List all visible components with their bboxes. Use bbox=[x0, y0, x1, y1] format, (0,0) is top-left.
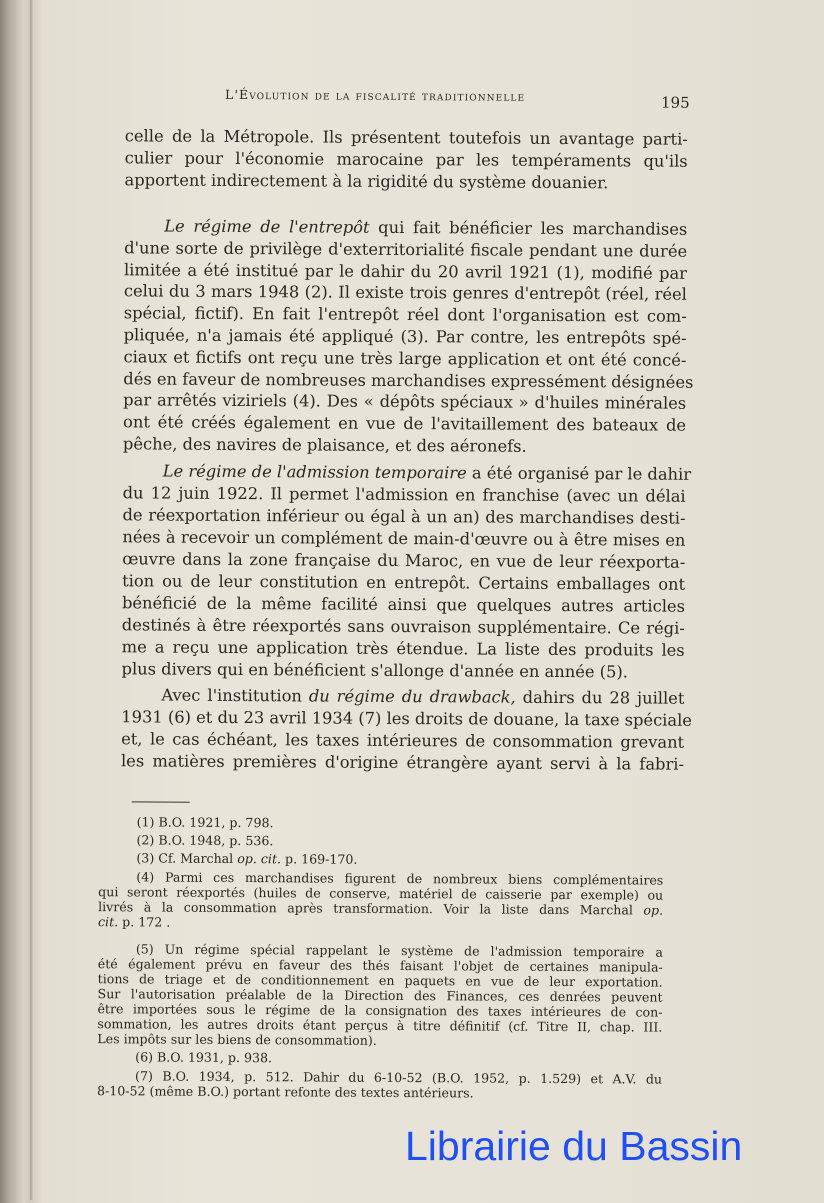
text-segment: culier pour l'économie marocaine par les tempéraments qu'ils bbox=[124, 148, 688, 171]
text-line bbox=[122, 593, 685, 616]
text-segment: de réexportation inférieur ou égal à un an) des marchandises desti- bbox=[122, 505, 686, 528]
text-segment: a été organisé par le dahir bbox=[466, 463, 692, 484]
footnote-line bbox=[136, 832, 663, 850]
footnote-line bbox=[97, 1031, 662, 1049]
footnote-line bbox=[137, 814, 664, 832]
text-segment: me a reçu une application très étendue. La liste des produits les bbox=[121, 637, 685, 660]
text-line bbox=[124, 303, 687, 326]
text-segment: (4) Parmi ces marchandises figurent de nombreux biens complémentaires bbox=[136, 869, 664, 888]
text-line bbox=[123, 369, 694, 392]
text-line bbox=[124, 170, 687, 193]
italic-text: Le régime de l'entrepôt bbox=[164, 216, 370, 237]
text-line bbox=[123, 390, 686, 413]
text-segment: qui seront réexportés (huiles de conserve, matériel de caisserie par exemple) ou bbox=[98, 884, 664, 903]
text-segment: spécial, fictif). En fait l'entrepôt réel dont l'organisation est com- bbox=[123, 303, 687, 326]
text-line bbox=[161, 686, 684, 709]
text-segment: livrés à la consommation après transformation. Voir la liste dans Marchal bbox=[98, 899, 644, 918]
text-line bbox=[125, 126, 688, 149]
text-segment: sommation, les autres droits étant perçus à titre définitif (cf. Titre II, chap. III. bbox=[97, 1016, 663, 1035]
text-line bbox=[121, 707, 693, 730]
text-segment: dahirs du 28 juillet bbox=[515, 687, 685, 708]
text-segment: Sur l'autorisation préalable de la Direction des Finances, ces denrées peuvent bbox=[97, 986, 663, 1005]
watermark: Librairie du Bassin bbox=[405, 1123, 743, 1169]
text-segment: être importées sous le régime de la consignation des taxes intérieures de con- bbox=[97, 1001, 663, 1020]
text-segment: pêche, des navires de plaisance, et des aéronefs. bbox=[122, 434, 527, 456]
text-segment: (1) B.O. 1921, p. 798. bbox=[136, 814, 274, 831]
text-segment: limitée a été institué par le dahir du 20 avril 1921 (1), modifié par bbox=[123, 260, 688, 283]
footnote-line bbox=[135, 1049, 662, 1067]
text-segment: tion ou de leur constitution en entrepôt. Certains emballages ont bbox=[122, 571, 686, 594]
footnote-line bbox=[97, 1083, 662, 1101]
text-segment: celui du 3 mars 1948 (2). Il existe trois genres d'entrepôt (réel, réel bbox=[123, 281, 687, 304]
text-line bbox=[122, 637, 685, 660]
text-line bbox=[122, 659, 685, 682]
text-line bbox=[123, 347, 686, 370]
text-line bbox=[124, 238, 687, 261]
text-segment: dés en faveur de nombreuses marchandises expressément désignées bbox=[123, 369, 694, 392]
text-segment: (5) Un régime spécial rappelant le système de l'admission temporaire a bbox=[135, 941, 663, 960]
text-segment: Avec l'institution bbox=[161, 685, 309, 706]
text-segment: (3) Cf. Marchal bbox=[136, 850, 238, 867]
text-line bbox=[164, 217, 687, 240]
running-title: L'Évolution de la fiscalité traditionnelle bbox=[225, 86, 526, 104]
footnote-line bbox=[136, 850, 663, 868]
text-line bbox=[162, 461, 692, 485]
text-line bbox=[122, 527, 685, 550]
footnote-line bbox=[98, 914, 663, 932]
text-segment: par arrêtés viziriels (4). Des « dépôts spéciaux » d'huiles minérales bbox=[123, 390, 687, 413]
text-segment: plus divers qui en bénéficient s'allonge d'année en année (5). bbox=[121, 659, 628, 682]
page-number: 195 bbox=[660, 93, 690, 112]
text-line bbox=[123, 483, 686, 506]
italic-text: Le régime de l'admission temporaire bbox=[162, 461, 467, 483]
text-segment: (6) B.O. 1931, p. 938. bbox=[135, 1049, 273, 1066]
text-segment: œuvre dans la zone française du Maroc, en vue de leur réexporta- bbox=[122, 549, 686, 572]
text-segment: destinés à être réexportés sans ouvraison supplémentaire. Ce régi- bbox=[121, 615, 685, 638]
italic-text: op. bbox=[643, 902, 664, 918]
text-segment: 8-10-52 (même B.O.) portant refonte des textes antérieurs. bbox=[96, 1083, 474, 1101]
text-line bbox=[122, 571, 685, 594]
italic-text: du régime du drawback, bbox=[308, 686, 516, 707]
text-line bbox=[124, 281, 687, 304]
text-segment: (2) B.O. 1948, p. 536. bbox=[136, 832, 274, 849]
text-segment: d'une sorte de privilège d'exterritorialité fiscale pendant une durée bbox=[124, 238, 688, 261]
text-segment: tions de triage et de conditionnement en paquets en vue de leur exportation. bbox=[97, 971, 663, 990]
text-line bbox=[121, 729, 684, 752]
text-segment: bénéficié de la même facilité ainsi que quelques autres articles bbox=[121, 593, 686, 616]
italic-text: cit. bbox=[97, 914, 119, 930]
text-segment: 1931 (6) et du 23 avril 1934 (7) les droits de douane, la taxe spéciale bbox=[121, 707, 693, 730]
text-line bbox=[122, 615, 685, 638]
text-segment: ciaux et fictifs ont reçu une très large application et ont été concé- bbox=[123, 347, 687, 370]
text-segment: et, le cas échéant, les taxes intérieures de consommation grevant bbox=[121, 729, 685, 752]
text-segment: du 12 juin 1922. Il permet l'admission en franchise (avec un délai bbox=[122, 483, 686, 506]
text-line bbox=[125, 148, 688, 171]
text-segment: apportent indirectement à la rigidité du système douanier. bbox=[124, 170, 609, 193]
text-segment: les matières premières d'origine étrangère ayant servi à la fabri- bbox=[120, 751, 685, 774]
text-line bbox=[124, 260, 687, 283]
text-segment: Les impôts sur les biens de consommation). bbox=[97, 1031, 377, 1048]
text-segment: p. 169-170. bbox=[280, 851, 358, 867]
text-line bbox=[121, 751, 684, 774]
text-segment: ont été créés également en vue de l'avitaillement des bateaux de bbox=[123, 412, 687, 435]
text-segment: été également prévu en faveur des thés faisant l'objet de certaines manipula- bbox=[97, 956, 663, 975]
text-line bbox=[122, 505, 685, 528]
text-line bbox=[123, 434, 686, 457]
footnote-rule bbox=[132, 801, 190, 802]
text-line bbox=[124, 325, 687, 348]
text-segment: qui fait bénéficier les marchandises bbox=[369, 217, 688, 239]
text-segment: (7) B.O. 1934, p. 512. Dahir du 6-10-52 (B.O. 1952, p. 1.529) et A.V. du bbox=[135, 1068, 663, 1087]
text-segment: nées à recevoir un complément de main-d'œuvre ou à être mises en bbox=[122, 527, 686, 550]
italic-text: op. cit. bbox=[237, 851, 282, 867]
text-line bbox=[123, 412, 686, 435]
text-segment: pliquée, n'a jamais été appliqué (3). Par contre, les entrepôts spé- bbox=[123, 325, 687, 348]
text-segment: p. 172 . bbox=[118, 914, 171, 930]
text-segment: celle de la Métropole. Ils présentent toutefois un avantage parti- bbox=[124, 126, 688, 149]
text-line bbox=[122, 549, 685, 572]
